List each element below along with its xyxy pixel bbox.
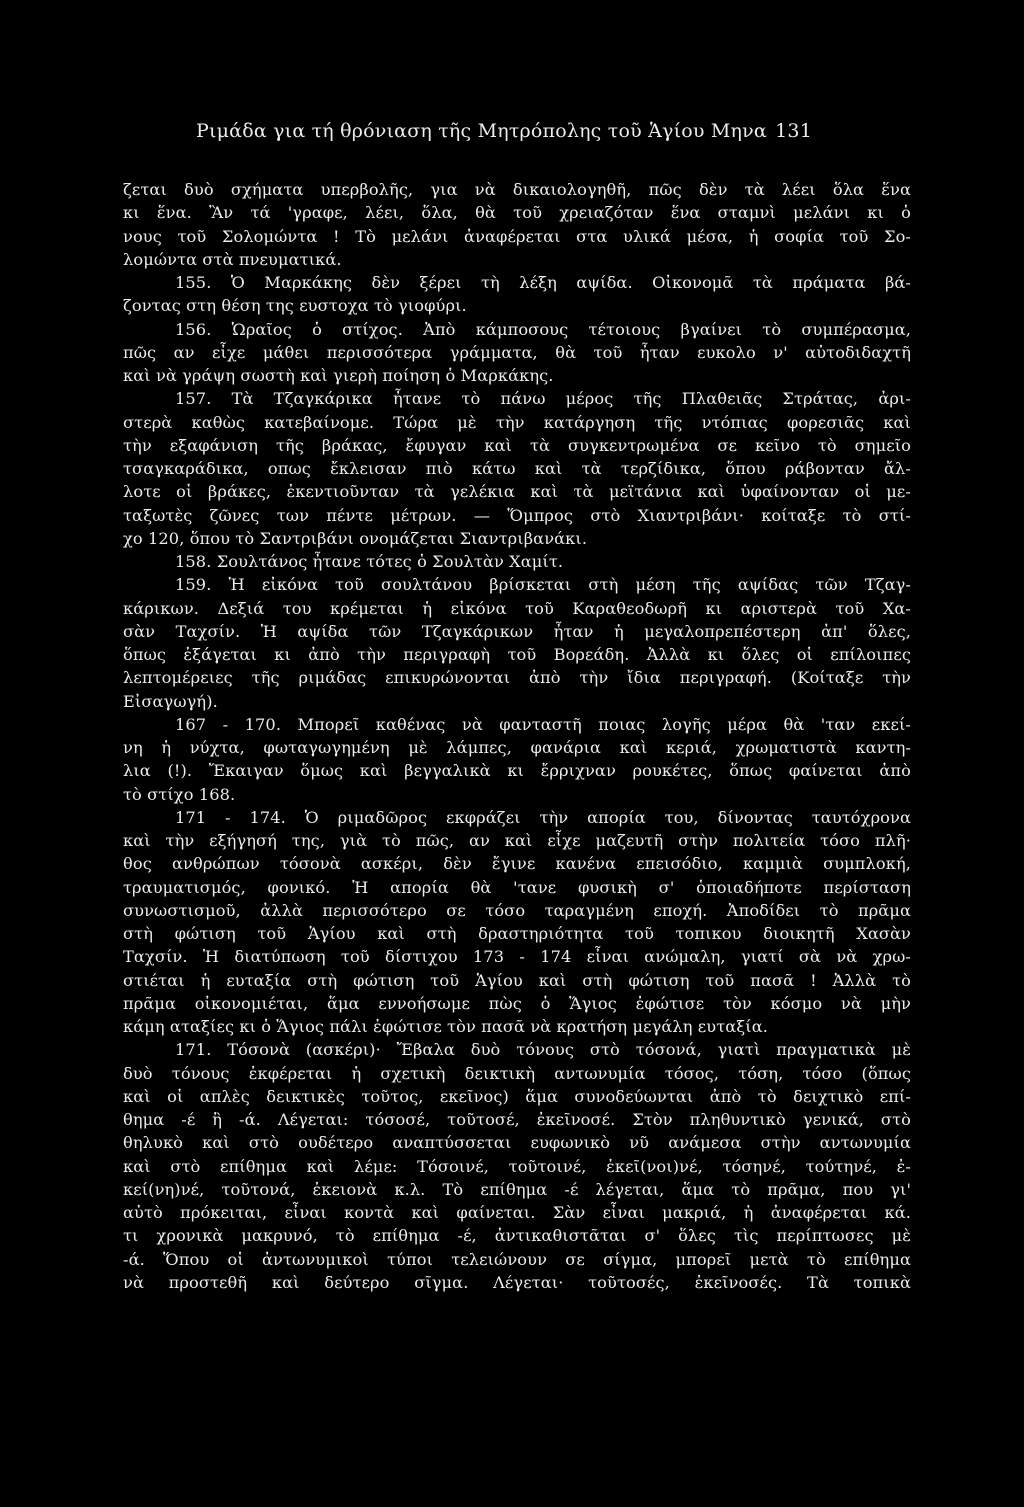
- text-line: πρᾶμα οἰκονομιέται, ἅμα εννοήσωμε πὼς ὁ Ἅγιος ἐφώτισε τὸν κόσμο νὰ μὴν: [123, 993, 911, 1013]
- text-line: καὶ τὴν εξήγησή της, γιὰ τὸ πῶς, αν καὶ εἶχε μαζευτῆ στὴν πολιτεία τόσο πλῆ·: [123, 831, 911, 850]
- text-line: νὰ προστεθῆ καὶ δεύτερο σῖγμα. Λέγεται· τοῦτοσές, ἐκεῖνοσές. Τὰ τοπικὰ: [123, 1272, 911, 1292]
- text-line: 156. Ὡραῖος ὁ στίχος. Ἀπὸ κάμποσους τέτοιους βγαίνει τὸ συμπέρασμα,: [175, 319, 911, 339]
- text-line: χο 120, ὅπου τὸ Σαντριβάνι ονομάζεται Σιαντριβανάκι.: [123, 528, 588, 548]
- text-line: τὴν εξαφάνιση τῆς βράκας, ἔφυγαν καὶ τὰ συγκεντρωμένα σε κεῖνο τὸ σημεῖο: [123, 435, 911, 455]
- text-line: λοτε οἱ βράκες, ἐκεντιοῦνταν τὰ γελέκια καὶ τὰ μεϊτάνια καὶ ὑφαίνονταν οἱ με-: [123, 482, 911, 502]
- text-line: αὐτὸ πρόκειται, εἶναι κοντὰ καὶ φαίνεται. Σὰν εἶναι μακριά, ἡ ἀναφέρεται κά.: [123, 1203, 911, 1222]
- page-number: 131: [775, 120, 812, 142]
- text-line: ταξωτὲς ζῶνες των πέντε μέτρων. — Ὅμπρος στὸ Χιαντριβάνι· κοίταξε τὸ στί-: [123, 505, 911, 525]
- page-header: [196, 120, 812, 142]
- text-line: κι ἕνα. Ἂν τά 'γραφε, λέει, ὅλα, θὰ τοῦ χρειαζόταν ἕνα σταμνὶ μελάνι κι ὁ: [123, 203, 911, 223]
- text-line: στὴ φώτιση τοῦ Ἁγίου καὶ στὴ δραστηριότητα τοῦ τοπικου διοικητῆ Χασὰν: [123, 924, 911, 943]
- text-line: θος ανθρώπων τόσονὰ ασκέρι, δὲν ἔγινε κανένα επεισόδιο, καμμιὰ συμπλοκή,: [123, 854, 911, 874]
- text-line: καὶ στὸ επίθημα καὶ λέμε: Τόσοινέ, τοῦτοινέ, ἐκεῖ(νοι)νέ, τόσηνέ, τούτηνέ, ἐ-: [123, 1156, 911, 1176]
- text-line: 171. Τόσονὰ (ασκέρι)· Ἔβαλα δυὸ τόνους στὸ τόσονά, γιατὶ πραγματικὰ μὲ: [175, 1040, 911, 1060]
- text-line: 171 - 174. Ὁ ριμαδῶρος εκφράζει τὴν απορία του, δίνοντας ταυτόχρονα: [175, 807, 911, 827]
- text-line: κάρικων. Δεξιά του κρέμεται ἡ εἰκόνα τοῦ Καραθεοδωρῆ κι αριστερὰ τοῦ Χα-: [123, 598, 911, 618]
- text-line: τι χρονικὰ μακρυνό, τὸ επίθημα -έ, ἀντικαθιστᾶται σ' ὅλες τὶς περίπτωσες μὲ: [123, 1226, 911, 1246]
- body-text: [123, 178, 911, 1294]
- text-line: καὶ νὰ γράψη σωστὴ καὶ γιερὴ ποίηση ὁ Μαρκάκης.: [123, 366, 554, 385]
- text-line: τὸ στίχο 168.: [123, 784, 236, 804]
- running-title: Ριμάδα για τή θρόνιαση τῆς Μητρόπολης τοῦ Ἁγίου Μηνα: [196, 120, 767, 142]
- text-line: σὰν Ταχσίν. Ἡ αψίδα τῶν Τζαγκάρικων ἦταν ἡ μεγαλοπρεπέστερη ἀπ' ὅλες,: [123, 621, 911, 641]
- text-line: κάμη αταξίες κι ὁ Ἅγιος πάλι ἐφώτισε τὸν πασᾶ νὰ κρατήση μεγάλη ευταξία.: [123, 1017, 769, 1036]
- text-line: 158. Σουλτάνος ἦτανε τότες ὁ Σουλτὰν Χαμίτ.: [175, 552, 564, 571]
- text-line: θημα -έ ἢ -ά. Λέγεται: τόσοσέ, τοῦτοσέ, ἐκεῖνοσέ. Στὸν πληθυντικὸ γενικά, στὸ: [123, 1110, 911, 1129]
- text-line: ζεται δυὸ σχήματα υπερβολῆς, για νὰ δικαιολογηθῆ, πῶς δὲν τὰ λέει ὅλα ἕνα: [123, 180, 911, 199]
- text-line: ζοντας στη θέση της ευστοχα τὸ γιοφύρι.: [123, 296, 467, 316]
- text-line: τραυματισμός, φονικό. Ἡ απορία θὰ 'τανε φυσικὴ σ' ὁποιαδήποτε περίσταση: [123, 877, 911, 897]
- text-line: τσαγκαράδικα, οπως ἔκλεισαν πιὸ κάτω καὶ τὰ τερζίδικα, ὅπου ράβονταν ἄλ-: [123, 459, 911, 478]
- text-line: νους τοῦ Σολομώντα ! Τὸ μελάνι ἀναφέρεται στα υλικά μέσα, ἡ σοφία τοῦ Σο-: [123, 226, 911, 246]
- text-line: δυὸ τόνους ἐκφέρεται ἡ σχετικὴ δεικτικὴ αντωνυμία τόσος, τόση, τόσο (ὅπως: [123, 1063, 911, 1083]
- text-line: 155. Ὁ Μαρκάκης δὲν ξέρει τὴ λέξη αψίδα. Οἰκονομᾶ τὰ πράματα βά-: [175, 273, 911, 292]
- text-line: λομώντα στὰ πνευματικά.: [123, 249, 342, 269]
- text-line: καὶ οἱ απλὲς δεικτικὲς τοῦτος, εκεῖνος) ἅμα συνοδεύωνται ἀπὸ τὸ δειχτικὸ επί-: [123, 1086, 911, 1106]
- text-line: νη ἡ νύχτα, φωταγωγημένη μὲ λάμπες, φανάρια καὶ κεριά, χρωματιστὰ καντη-: [123, 738, 911, 757]
- text-line: θηλυκὸ καὶ στὸ ουδέτερο αναπτύσσεται ευφωνικὸ νῦ ανάμεσα στὴν αντωνυμία: [123, 1133, 911, 1153]
- text-line: 159. Ἡ εἰκόνα τοῦ σουλτάνου βρίσκεται στὴ μέση τῆς αψίδας τῶν Τζαγ-: [175, 575, 911, 595]
- text-line: κεί(νη)νέ, τοῦτονά, ἐκειονὰ κ.λ. Τὸ επίθημα -έ λέγεται, ἅμα τὸ πρᾶμα, που γι': [123, 1179, 911, 1199]
- text-line: λια (!). Ἔκαιγαν ὅμως καὶ βεγγαλικὰ κι ἔρριχναν ρουκέτες, ὅπως φαίνεται ἀπὸ: [123, 761, 911, 781]
- text-line: 157. Τὰ Τζαγκάρικα ἦτανε τὸ πάνω μέρος τῆς Πλαθειᾶς Στράτας, ἀρι-: [175, 389, 911, 409]
- text-line: στιέται ἡ ευταξία στὴ φώτιση τοῦ Ἁγίου καὶ στὴ φώτιση τοῦ πασᾶ ! Ἀλλὰ τὸ: [123, 970, 911, 990]
- text-line: λεπτομέρειες τῆς ριμάδας επικυρώνονται ἀπὸ τὴν ἴδια περιγραφή. (Κοίταξε τὴν: [123, 668, 911, 688]
- text-line: ὅπως ἐξάγεται κι ἀπὸ τὴν περιγραφὴ τοῦ Βορεάδη. Ἀλλὰ κι ὅλες οἱ επίλοιπες: [123, 645, 911, 664]
- text-line: Ταχσίν. Ἡ διατύπωση τοῦ δίστιχου 173 - 174 εἶναι ανώμαλη, γιατί σὰ νὰ χρω-: [123, 947, 911, 967]
- text-line: συνωστισμοῦ, ἀλλὰ περισσότερο σε τόσο ταραγμένη εποχή. Ἀποδίδει τὸ πρᾶμα: [123, 900, 911, 920]
- text-line: Εἰσαγωγή).: [123, 691, 218, 711]
- text-line: στερὰ καθὼς κατεβαίνομε. Τώρα μὲ τὴν κατάργηση τῆς ντόπιας φορεσιᾶς καὶ: [123, 412, 911, 432]
- text-line: 167 - 170. Μπορεῖ καθένας νὰ φανταστῆ ποιας λογῆς μέρα θὰ 'ταν εκεί-: [175, 714, 911, 734]
- text-line: πῶς αν εἶχε μάθει περισσότερα γράμματα, θὰ τοῦ ἦταν ευκολο ν' αὐτοδιδαχτῆ: [123, 342, 911, 362]
- text-line: -ά. Ὅπου οἱ ἀντωνυμικοὶ τύποι τελειώνουν σε σίγμα, μπορεῖ μετὰ τὸ επίθημα: [123, 1249, 911, 1269]
